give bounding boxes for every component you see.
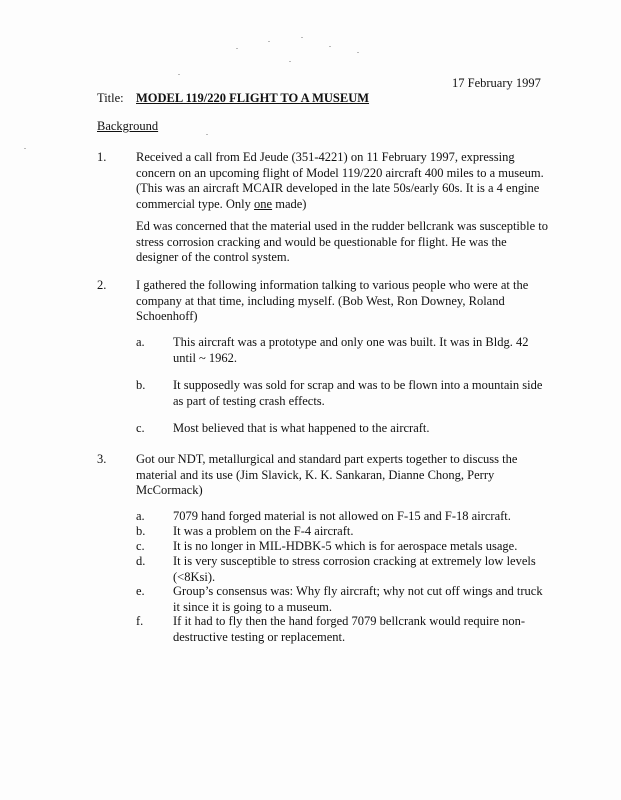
subitem-text (173, 378, 542, 409)
subitem-line: This aircraft was a prototype and only one was built. It was in Bldg. 42 (173, 335, 529, 349)
subitem-label: e. (136, 584, 145, 598)
subitem-text (173, 614, 525, 645)
subitem-text (173, 584, 543, 615)
paragraph-line: material and its use (Jim Slavick, K. K. Sankaran, Dianne Chong, Perry (136, 467, 495, 482)
subitem-line: Most believed that is what happened to the aircraft. (173, 421, 430, 435)
paragraph-line: I gathered the following information talking to various people who were at the (136, 278, 529, 292)
paragraph-line: company at that time, including myself. (Bob West, Ron Downey, Roland (136, 293, 505, 308)
subitem-line: it since it is going to a museum. (173, 599, 333, 614)
item2-intro (136, 278, 528, 325)
subitem-line: It supposedly was sold for scrap and was to be flown into a mountain side (173, 378, 543, 392)
document-title: MODEL 119/220 FLIGHT TO A MUSEUM (136, 91, 370, 105)
subitem-line: If it had to fly then the hand forged 7079 bellcrank would require non- (173, 614, 526, 628)
item-number: 2. (97, 278, 107, 292)
title-label: Title: (97, 91, 124, 105)
line-text: commercial type. Only (136, 196, 255, 211)
subitem-text (173, 509, 511, 525)
paragraph-line (136, 197, 544, 213)
scan-speck (178, 74, 180, 75)
scan-speck (289, 61, 291, 62)
subitem-text (173, 335, 528, 366)
paragraph-line: Received a call from Ed Jeude (351-4221) on 11 February 1997, expressing (136, 150, 515, 164)
subitem-line: 7079 hand forged material is not allowed on F-15 and F-18 aircraft. (173, 509, 511, 523)
subitem-label: a. (136, 335, 145, 349)
scan-speck (357, 52, 359, 53)
subitem-label: b. (136, 378, 146, 392)
subitem-line: (<8Ksi). (173, 569, 216, 584)
document-date: 17 February 1997 (452, 76, 541, 90)
paragraph-line: McCormack) (136, 483, 203, 497)
subitem-label: f. (136, 614, 144, 628)
section-heading: Background (97, 119, 159, 133)
subitem-text (173, 524, 354, 540)
paragraph-line: (This was an aircraft MCAIR developed in the late 50s/early 60s. It is a 4 engine (136, 181, 540, 195)
subitem-text (173, 554, 536, 585)
scan-speck (206, 134, 208, 135)
subitem-label: c. (136, 421, 145, 435)
item-number: 1. (97, 150, 107, 164)
paragraph-line: concern on an upcoming flight of Model 119/220 aircraft 400 miles to a museum. (136, 165, 544, 180)
paragraph-line: Got our NDT, metallurgical and standard part experts together to discuss the (136, 452, 518, 466)
item1-paragraph (136, 150, 544, 212)
item-number: 3. (97, 452, 107, 466)
scan-speck (236, 48, 238, 49)
paragraph-line: stress corrosion cracking and would be questionable for flight. He was the (136, 234, 507, 249)
item1-paragraph-2 (136, 219, 548, 266)
paragraph-line: Schoenhoff) (136, 309, 198, 323)
item3-intro (136, 452, 517, 499)
subitem-line: Group’s consensus was: Why fly aircraft; why not cut off wings and truck (173, 584, 543, 598)
subitem-label: c. (136, 539, 145, 553)
subitem-text (173, 421, 430, 437)
paragraph-line: Ed was concerned that the material used in the rudder bellcrank was susceptible to (136, 219, 549, 233)
subitem-line: destructive testing or replacement. (173, 629, 346, 644)
subitem-text (173, 539, 517, 555)
subitem-line: until ~ 1962. (173, 350, 238, 365)
subitem-line: It was a problem on the F-4 aircraft. (173, 524, 354, 538)
subitem-line: It is very susceptible to stress corrosion cracking at extremely low levels (173, 554, 536, 568)
subitem-label: a. (136, 509, 145, 523)
scan-speck (301, 37, 303, 38)
scan-speck (329, 46, 331, 47)
paragraph-line: designer of the control system. (136, 250, 290, 264)
subitem-line: It is no longer in MIL-HDBK-5 which is for aerospace metals usage. (173, 539, 518, 553)
subitem-label: b. (136, 524, 146, 538)
scan-speck (268, 41, 270, 42)
line-text: made) (272, 196, 307, 211)
subitem-label: d. (136, 554, 146, 568)
subitem-line: as part of testing crash effects. (173, 393, 325, 408)
scan-speck (24, 148, 26, 149)
underlined-word: one (254, 196, 273, 211)
